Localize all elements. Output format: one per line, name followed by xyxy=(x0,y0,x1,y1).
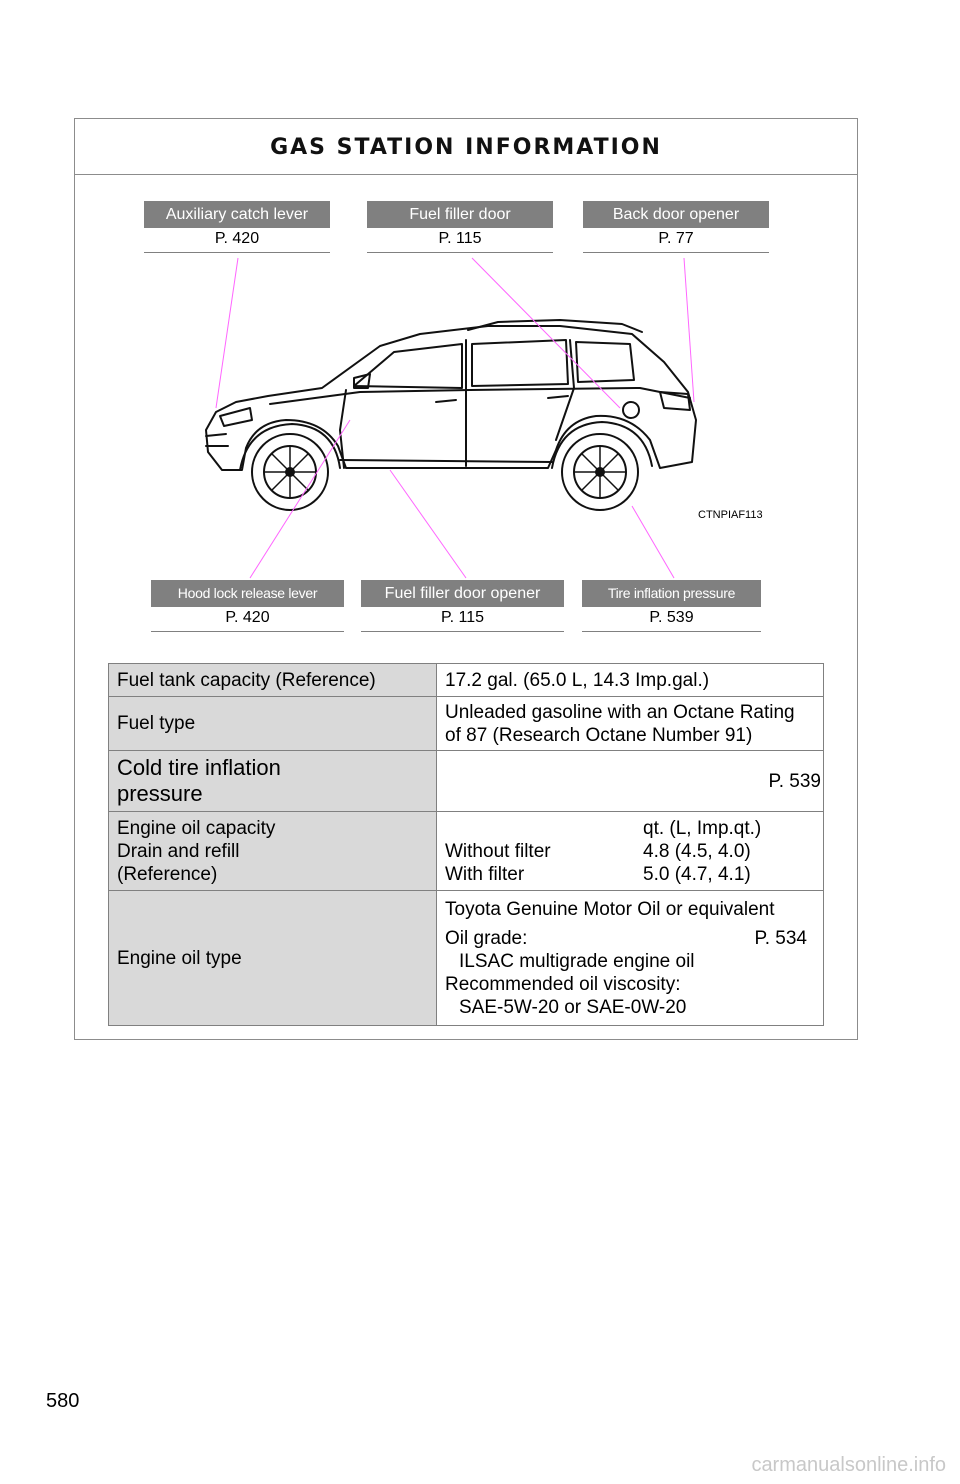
oil-grade-page-link[interactable]: P. 534 xyxy=(754,927,807,949)
callout-label: Fuel filler door opener xyxy=(361,580,564,607)
fuel-type-label: Fuel type xyxy=(109,697,437,751)
callout-fuel-filler-door-opener xyxy=(361,580,564,632)
oil-grade-label: Oil grade: xyxy=(445,927,528,949)
page-number: 580 xyxy=(46,1390,80,1412)
page-reference-link[interactable]: P. 115 xyxy=(361,607,564,632)
spec-table xyxy=(108,663,824,1026)
callout-label: Tire inflation pressure xyxy=(582,580,761,607)
page-reference-link[interactable]: P. 420 xyxy=(144,228,330,253)
oil-type-line: Toyota Genuine Motor Oil or equivalent xyxy=(445,898,775,920)
fuel-tank-label: Fuel tank capacity (Reference) xyxy=(109,664,437,697)
without-filter-label: Without filter xyxy=(445,840,551,862)
cold-tire-label xyxy=(109,751,437,812)
fuel-type-line: of 87 (Research Octane Number 91) xyxy=(445,724,753,746)
oil-type-value xyxy=(437,891,824,1026)
engine-oil-unit: qt. (L, Imp.qt.) xyxy=(643,817,762,839)
table-row xyxy=(109,697,824,751)
figure-code: CTNPIAF113 xyxy=(698,509,763,521)
table-row xyxy=(109,751,824,812)
callout-label: Hood lock release lever xyxy=(151,580,344,607)
oil-type-label: Engine oil type xyxy=(109,891,437,1026)
table-row xyxy=(109,812,824,891)
page-reference-link[interactable]: P. 77 xyxy=(583,228,769,253)
engine-oil-label-line: (Reference) xyxy=(117,863,218,885)
callout-hood-lock-release-lever xyxy=(151,580,344,632)
table-row xyxy=(109,891,824,1026)
page-title: GAS STATION INFORMATION xyxy=(270,135,662,160)
fuel-type-value xyxy=(437,697,824,751)
callout-label: Back door opener xyxy=(583,201,769,228)
viscosity-label: Recommended oil viscosity: xyxy=(445,973,681,995)
callout-fuel-filler-door xyxy=(367,201,553,253)
table-row xyxy=(109,664,824,697)
page-reference-link[interactable]: P. 539 xyxy=(582,607,761,632)
engine-oil-capacity-value xyxy=(437,812,824,891)
page-reference-link[interactable]: P. 420 xyxy=(151,607,344,632)
engine-oil-capacity-label xyxy=(109,812,437,891)
with-filter-value: 5.0 (4.7, 4.1) xyxy=(643,863,751,885)
cold-tire-page-link[interactable]: P. 539 xyxy=(437,751,824,812)
cold-tire-label-line: Cold tire inflation xyxy=(117,755,281,780)
oil-grade-value: ILSAC multigrade engine oil xyxy=(459,950,695,972)
callout-label: Auxiliary catch lever xyxy=(144,201,330,228)
panel-header xyxy=(75,119,857,175)
engine-oil-label-line: Engine oil capacity xyxy=(117,817,276,839)
cold-tire-label-line: pressure xyxy=(117,781,203,806)
without-filter-value: 4.8 (4.5, 4.0) xyxy=(643,840,751,862)
fuel-type-line: Unleaded gasoline with an Octane Rating xyxy=(445,701,795,723)
callout-auxiliary-catch-lever xyxy=(144,201,330,253)
engine-oil-label-line: Drain and refill xyxy=(117,840,240,862)
callout-label: Fuel filler door xyxy=(367,201,553,228)
fuel-tank-value: 17.2 gal. (65.0 L, 14.3 Imp.gal.) xyxy=(437,664,824,697)
page-reference-link[interactable]: P. 115 xyxy=(367,228,553,253)
callout-back-door-opener xyxy=(583,201,769,253)
watermark: carmanualsonline.info xyxy=(751,1454,946,1476)
with-filter-label: With filter xyxy=(445,863,525,885)
viscosity-value: SAE-5W-20 or SAE-0W-20 xyxy=(459,996,687,1018)
callout-tire-inflation-pressure xyxy=(582,580,761,632)
